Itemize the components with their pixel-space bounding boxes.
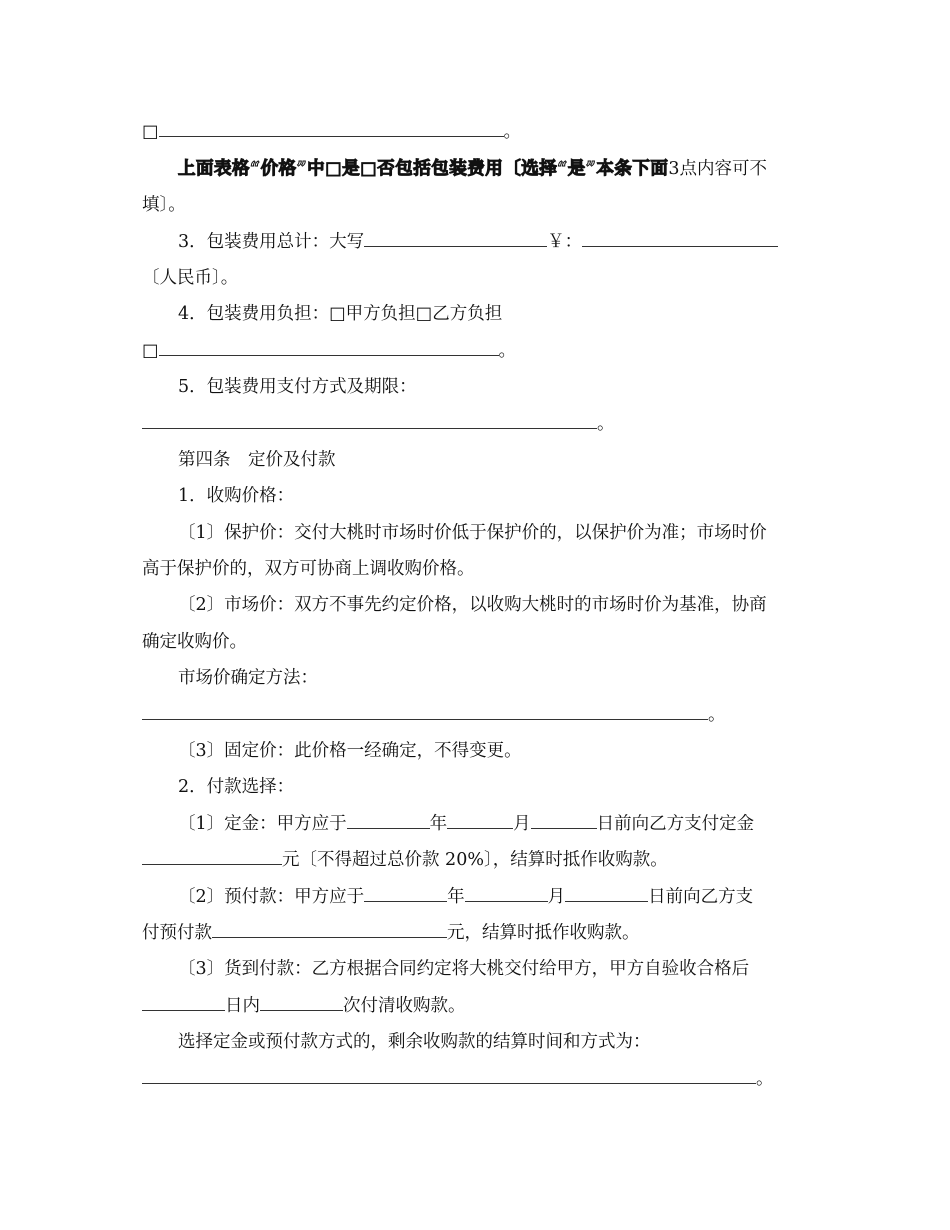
blank-field [159,120,504,137]
doc-line-17: 。 [142,702,726,728]
blank-field [582,230,778,247]
doc-line-5: 〔人民币〕。 [142,268,239,288]
doc-line-7: □ 。 [142,341,517,361]
doc-line-21: 元〔不得超过总价款 20%〕，结算时抵作收购款。 [142,847,668,873]
doc-line-3: 填〕。 [142,195,186,215]
checkbox-glyph: □ [142,122,159,142]
blank-field [347,812,430,829]
section-heading: 第四条 定价及付款 [178,450,336,470]
doc-line-8: 5．包装费用支付方式及期限： [178,377,417,397]
blank-field [142,703,708,720]
doc-line-1: □ 。 [142,122,522,142]
checkbox-glyph: □ [142,341,159,361]
blank-field [565,885,648,902]
doc-line-24: 〔3〕货到付款：乙方根据合同约定将大桃交付给甲方，甲方自验收合格后 [178,959,750,979]
blank-field [447,812,513,829]
blank-field [531,812,597,829]
bold-outlined-text: 上面表格“价格”中□是□否包括包装费用〔选择“是”本条下面 [178,159,669,179]
doc-line-22: 〔2〕预付款：甲方应于 年 月 日前向乙方支 [178,887,754,907]
doc-line-16: 市场价确定方法： [178,668,318,688]
doc-line-11: 1．收购价格： [178,486,295,506]
blank-field [142,412,597,429]
blank-field [142,1067,756,1084]
blank-field [465,885,548,902]
doc-line-26: 选择定金或预付款方式的，剩余收购款的结算时间和方式为： [178,1032,651,1052]
doc-line-20: 〔1〕定金：甲方应于 年 月 日前向乙方支付定金 [178,814,755,834]
doc-line-6: 4．包装费用负担：□甲方负担□乙方负担 [178,304,503,324]
blank-field [159,339,499,356]
blank-field [142,994,225,1011]
blank-field [364,885,447,902]
blank-field [260,994,343,1011]
doc-line-4: 3．包装费用总计：大写 ￥： [178,229,778,255]
doc-line-9: 。 [142,411,615,437]
doc-line-18: 〔3〕固定价：此价格一经确定，不得变更。 [178,741,522,761]
doc-line-15: 确定收购价。 [142,632,247,652]
blank-field [142,848,282,865]
doc-line-14: 〔2〕市场价：双方不事先约定价格，以收购大桃时的市场时价为基准，协商 [178,595,767,615]
doc-line-25: 日内 次付清收购款。 [142,993,466,1019]
doc-line-27: 。 [142,1066,774,1092]
doc-line-12: 〔1〕保护价：交付大桃时市场时价低于保护价的，以保护价为准；市场时价 [178,523,767,543]
doc-line-13: 高于保护价的，双方可协商上调收购价格。 [142,559,475,579]
doc-line-23: 付预付款 元，结算时抵作收购款。 [142,923,640,943]
blank-field [364,230,547,247]
doc-line-19: 2．付款选择： [178,777,295,797]
blank-field [212,921,447,938]
doc-line-2: 上面表格“价格”中□是□否包括包装费用〔选择“是”本条下面3点内容可不 [178,159,767,179]
